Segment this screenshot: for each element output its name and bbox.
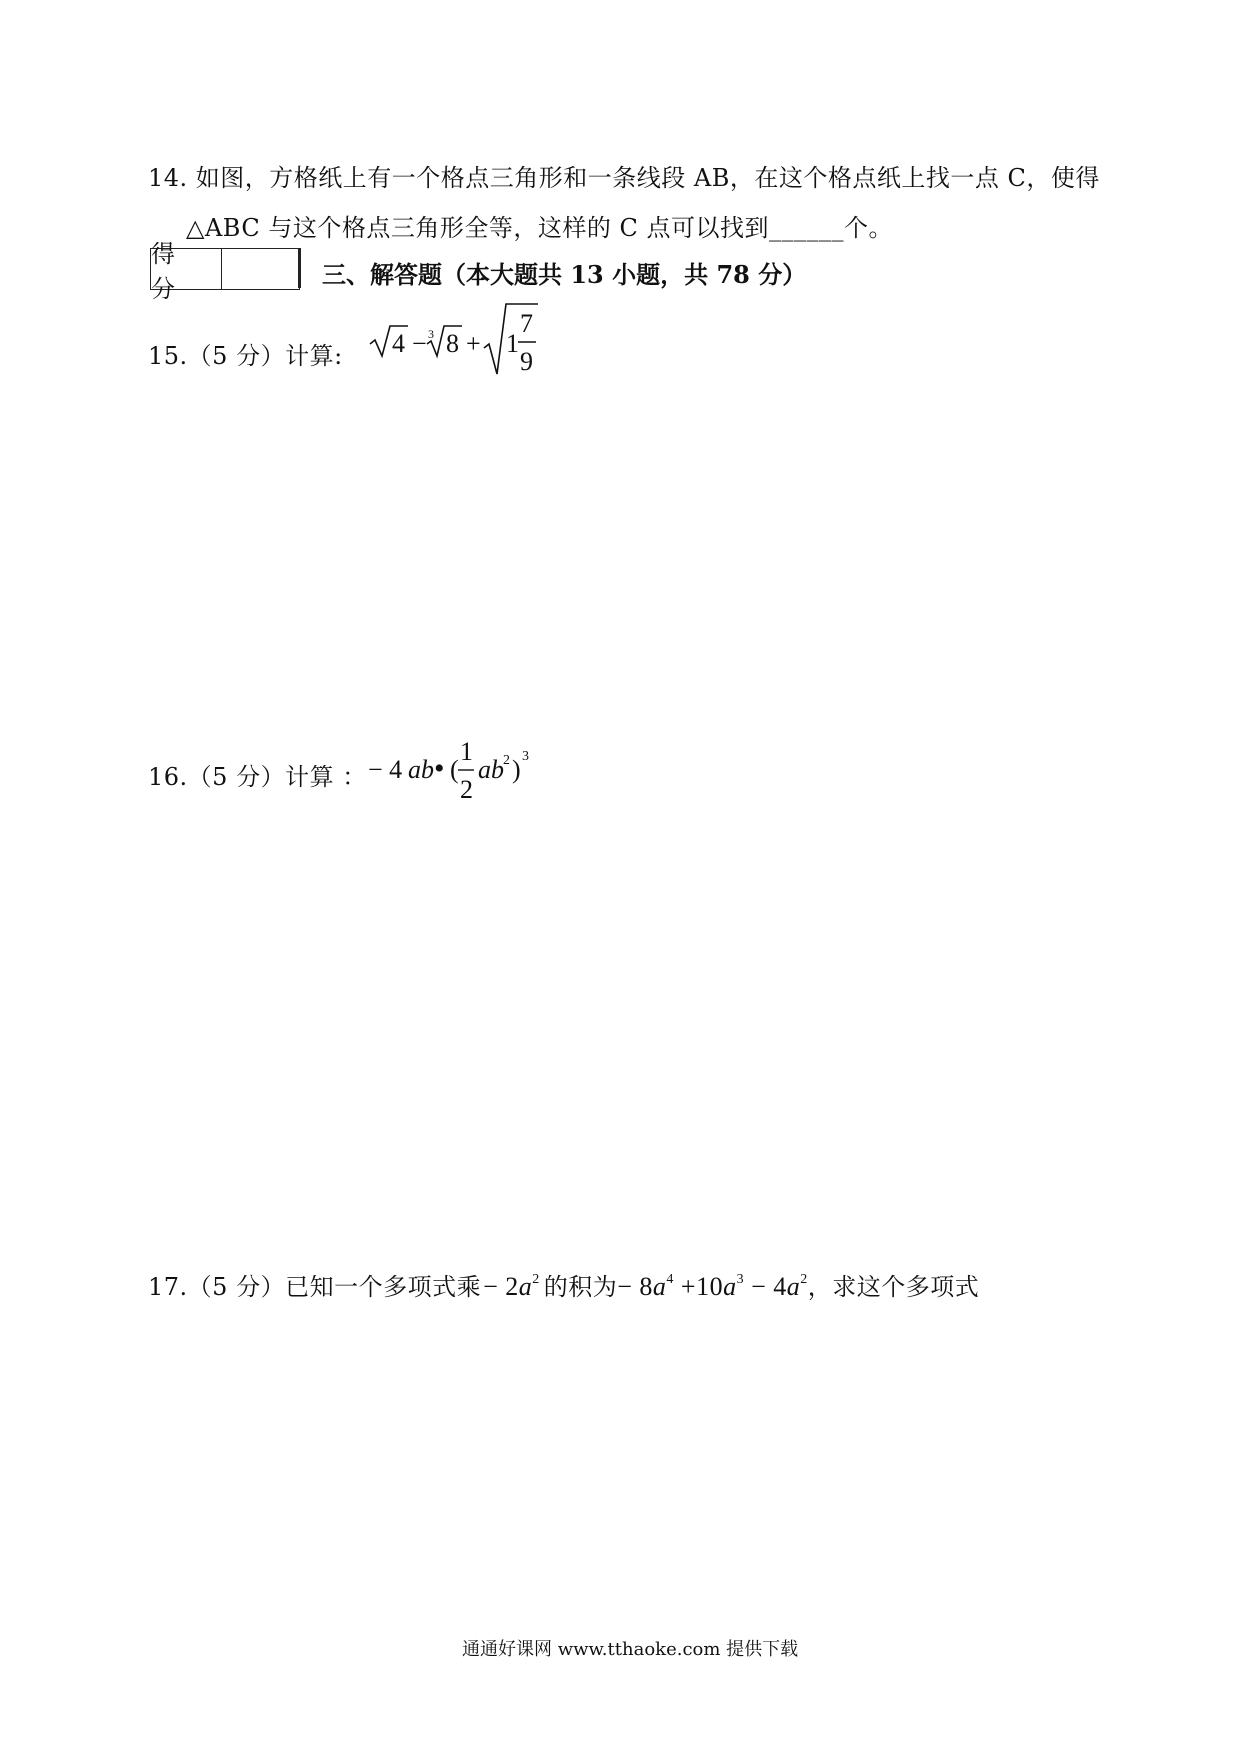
mixed-denominator: 9 bbox=[520, 347, 533, 376]
cube-root-index: 3 bbox=[428, 327, 434, 341]
q17-product bbox=[617, 1272, 808, 1302]
q17-t3-coef: − 4 bbox=[751, 1272, 787, 1301]
sqrt-radicand: 4 bbox=[392, 329, 405, 358]
score-box-border bbox=[298, 248, 301, 288]
score-blank bbox=[222, 249, 299, 289]
score-label: 得 分 bbox=[151, 249, 222, 289]
q17-t3-exp: 2 bbox=[800, 1272, 808, 1287]
left-paren: ( bbox=[450, 755, 459, 784]
q17-middle: 的积为 bbox=[543, 1273, 618, 1301]
q16-label: 16.（5 分）计算 ： bbox=[148, 763, 367, 791]
q14-line1: 14. 如图，方格纸上有一个格点三角形和一条线段 AB，在这个格点纸上找一点 C，使得 bbox=[148, 164, 1100, 192]
exponent-3: 3 bbox=[522, 749, 529, 764]
q17-t1-var: a bbox=[652, 1272, 667, 1301]
fraction-numerator: 1 bbox=[460, 737, 473, 766]
q17-factor-var: a bbox=[518, 1272, 533, 1301]
mixed-whole: 1 bbox=[506, 329, 519, 358]
q17-t1-exp: 4 bbox=[666, 1272, 674, 1287]
q17-line bbox=[148, 1267, 979, 1302]
fraction-denominator: 2 bbox=[460, 775, 473, 804]
ab-term: ab bbox=[408, 755, 434, 784]
q17-prefix: 17.（5 分）已知一个多项式乘 bbox=[148, 1273, 482, 1301]
lead-term: − 4 bbox=[368, 755, 403, 784]
minus-sign: − bbox=[412, 329, 427, 358]
mixed-numerator: 7 bbox=[520, 309, 533, 338]
footer-credit: 通通好课网 www.tthaoke.com 提供下载 bbox=[462, 1639, 799, 1660]
section-heading: 三、解答题（本大题共 13 小题，共 78 分） bbox=[322, 260, 807, 289]
q17-t2-var: a bbox=[723, 1272, 737, 1301]
q17-t2-coef: +10 bbox=[680, 1272, 724, 1301]
q17-t1-coef: − 8 bbox=[617, 1272, 653, 1301]
ab-inner: ab bbox=[478, 755, 504, 784]
dot-operator: • bbox=[434, 752, 445, 785]
q17-t2-exp: 3 bbox=[736, 1272, 745, 1287]
q17-factor-coef: − 2 bbox=[483, 1272, 519, 1301]
q15-expression bbox=[368, 300, 540, 380]
q16-expression bbox=[366, 730, 546, 808]
cube-root-radicand: 8 bbox=[446, 329, 459, 358]
q17-factor-exp: 2 bbox=[532, 1272, 540, 1287]
q15-label: 15.（5 分）计算: bbox=[148, 342, 343, 370]
q17-t3-var: a bbox=[786, 1272, 801, 1301]
exponent-2: 2 bbox=[503, 753, 510, 768]
q17-factor bbox=[483, 1272, 540, 1302]
right-paren: ) bbox=[512, 755, 521, 784]
q17-suffix: ，求这个多项式 bbox=[807, 1273, 980, 1301]
score-box bbox=[150, 240, 300, 303]
q14-line2: △ABC 与这个格点三角形全等，这样的 C 点可以找到______个。 bbox=[186, 214, 893, 242]
plus-sign: + bbox=[466, 329, 481, 358]
